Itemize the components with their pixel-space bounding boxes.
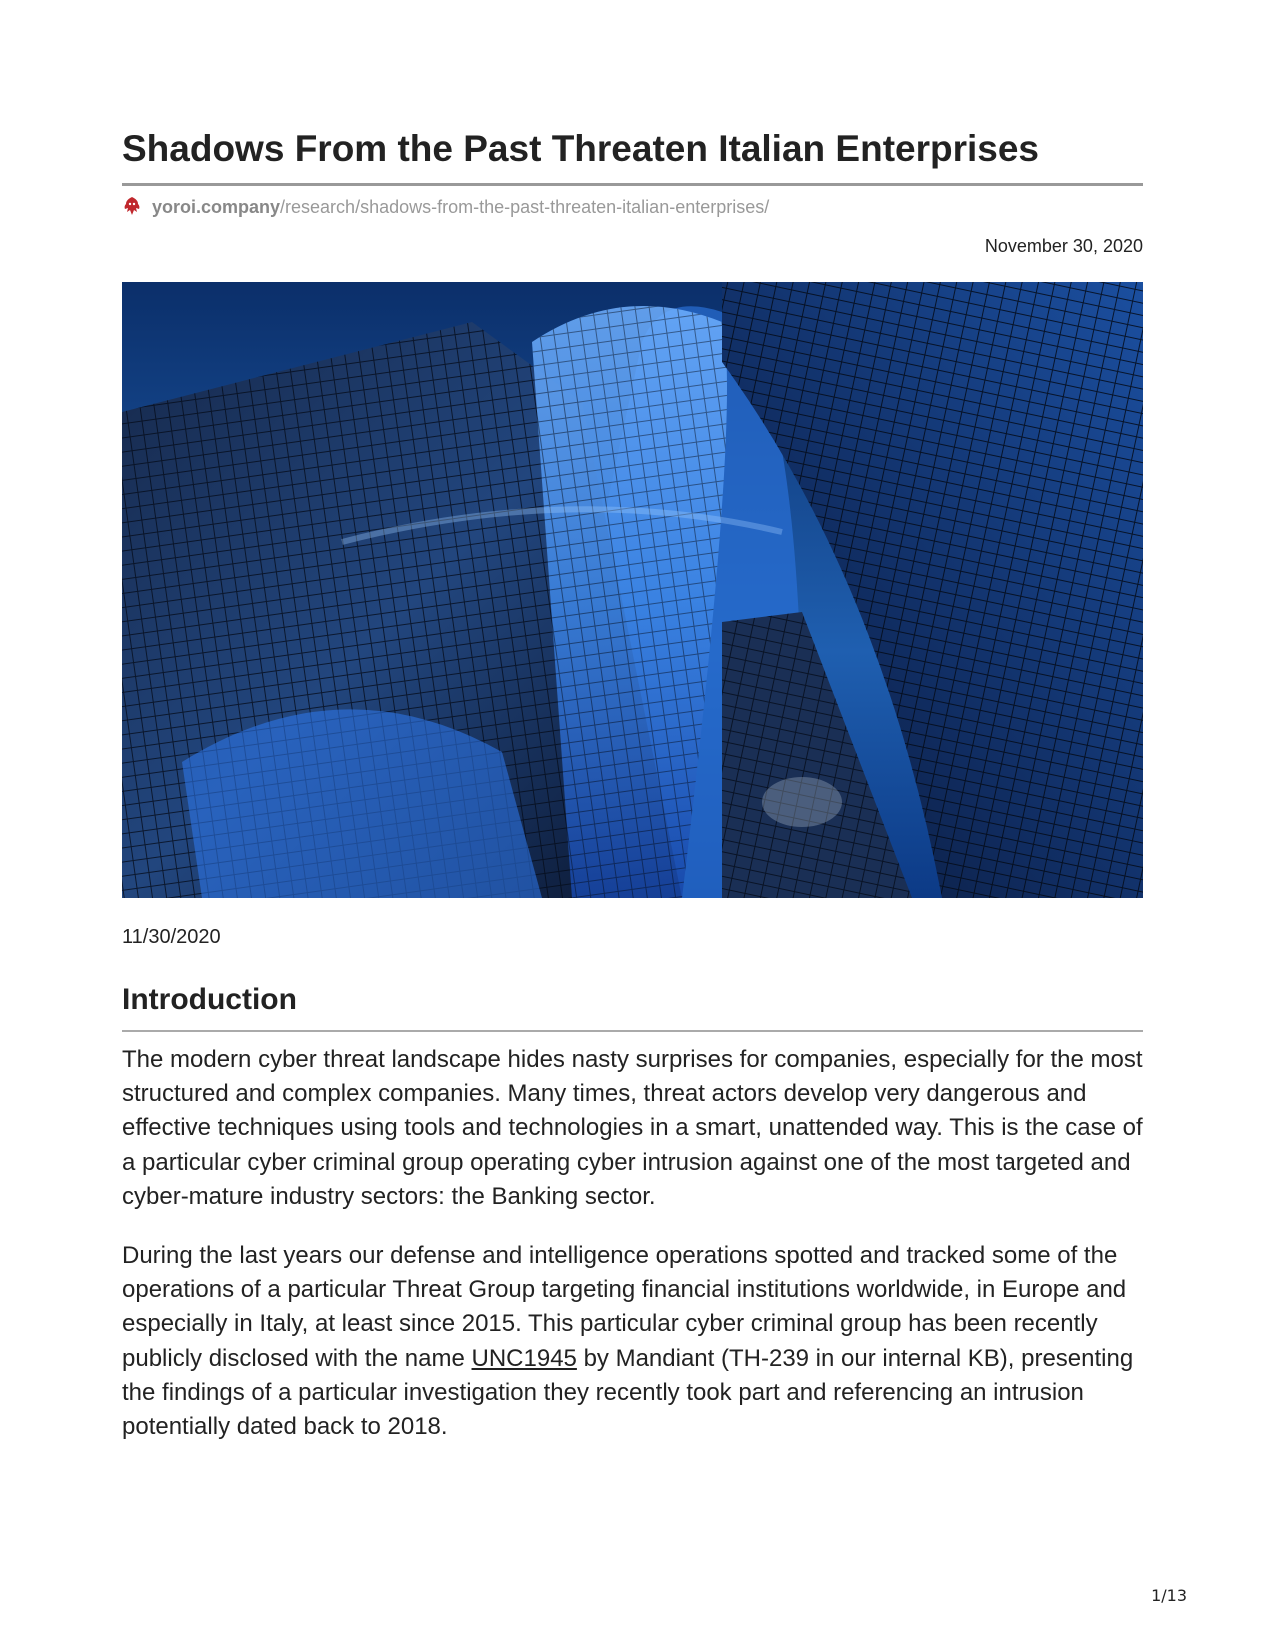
page-number: 1/13: [1151, 1586, 1187, 1605]
yoroi-logo-icon: [122, 196, 142, 216]
page-title: Shadows From the Past Threaten Italian Enterprises: [122, 128, 1040, 169]
unc1945-link[interactable]: UNC1945: [471, 1344, 577, 1372]
intro-paragraph-2: [122, 1239, 1143, 1444]
paragraph-text: by Mandiant (TH-239 in our internal KB), presenting the findings of a particular investigation they recently took part and referencing an intrusion potentially dated back to 2018.: [122, 1344, 1134, 1441]
intro-paragraph-1: The modern cyber threat landscape hides nasty surprises for companies, especially for the most structured and complex companies. Many times, threat actors develop very dangerous and effective techniques using tools and technologies in a smart, unattended way. This is the case of a particular cyber criminal group operating cyber intrusion against one of the most targeted and cyber-mature industry sectors: the Banking sector.: [122, 1046, 1143, 1210]
article-date: 11/30/2020: [122, 926, 221, 948]
paragraph-text: During the last years our defense and intelligence operations spotted and tracked some of the operations of a particular Threat Group targeting financial institutions worldwide, in Europe and especially in Italy, at least since 2015. This particular cyber criminal group has been recently publicly disclosed with the name: [122, 1242, 1127, 1372]
section-divider: [122, 1030, 1143, 1032]
hero-image: [122, 282, 1143, 898]
source-url[interactable]: [122, 196, 769, 218]
source-domain[interactable]: yoroi.company: [152, 197, 281, 217]
title-divider: [122, 183, 1143, 186]
section-heading-introduction: Introduction: [122, 983, 297, 1016]
source-path[interactable]: /research/shadows-from-the-past-threaten-italian-enterprises/: [280, 197, 770, 217]
publish-date: November 30, 2020: [984, 236, 1143, 256]
